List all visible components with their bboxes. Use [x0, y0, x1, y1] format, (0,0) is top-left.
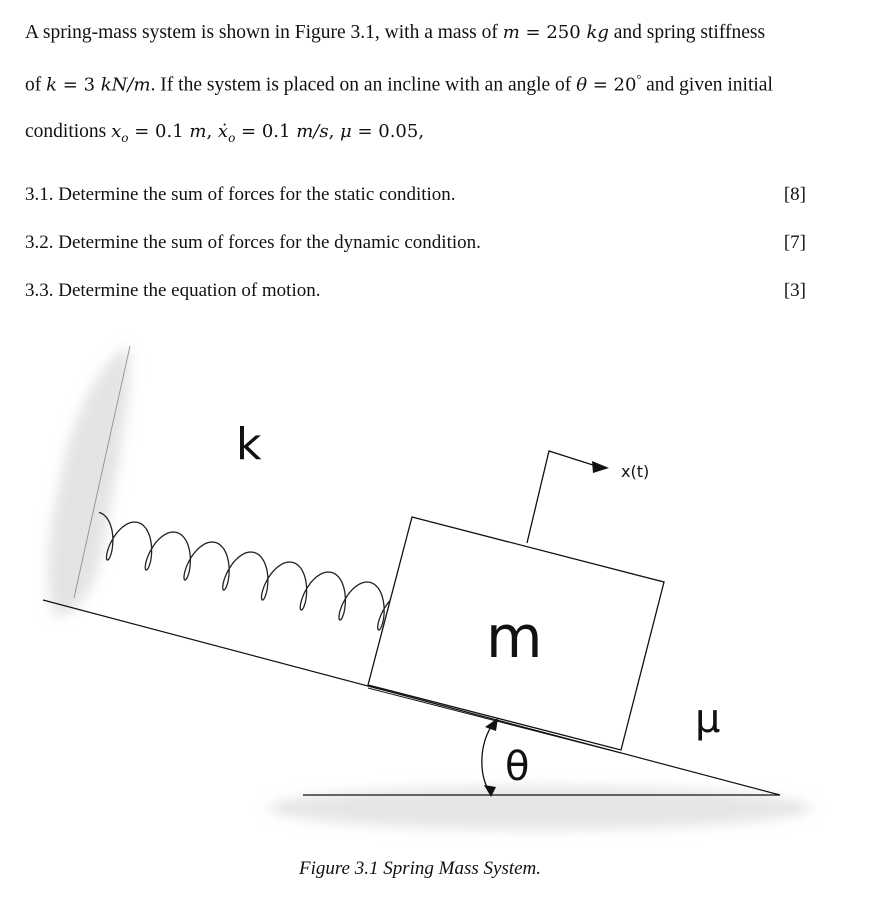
text: and spring stiffness	[608, 22, 766, 43]
x0-subscript: o	[121, 130, 129, 145]
angle-arc	[482, 722, 494, 793]
question-2: 3.2. Determine the sum of forces for the dynamic condition.	[25, 232, 481, 253]
question-2-marks: [7]	[783, 232, 806, 253]
angle-label: θ	[505, 744, 530, 790]
question-3-marks: [3]	[783, 280, 806, 301]
x0-variable: x	[111, 121, 122, 142]
text: A spring-mass system is shown in Figure 3.1, with a mass of	[25, 22, 503, 43]
question-3: 3.3. Determine the equation of motion.	[25, 280, 321, 301]
displacement-label: x(t)	[621, 462, 650, 481]
x0-unit: m	[189, 121, 207, 142]
stiffness-unit: kN/m	[100, 74, 151, 96]
ground-shading	[268, 786, 812, 830]
text: . If the system is placed on an incline with an angle of	[150, 74, 577, 96]
question-1-marks: [8]	[783, 184, 806, 205]
displacement-arrow	[527, 451, 596, 543]
degree-symbol: °	[636, 72, 642, 86]
mass-variable: m	[502, 22, 520, 43]
question-1: 3.1. Determine the sum of forces for the static condition.	[25, 184, 456, 205]
stiffness-equals: = 3	[57, 74, 101, 96]
xdot0-subscript: o	[228, 130, 236, 145]
spring	[99, 512, 409, 630]
mass-label: m	[486, 603, 543, 671]
displacement-arrowhead	[592, 461, 609, 473]
wall-shading	[48, 346, 130, 616]
mu-variable: μ	[340, 121, 352, 142]
mu-value: = 0.05,	[351, 121, 425, 142]
text: and given initial	[641, 74, 773, 96]
xdot0-variable: ẋ	[217, 121, 229, 142]
xdot0-value: = 0.1	[235, 121, 297, 142]
spring-label: k	[236, 419, 262, 470]
angle-variable: θ	[576, 74, 588, 96]
text: of	[25, 74, 47, 96]
separator: ,	[206, 121, 218, 142]
x0-value: = 0.1	[128, 121, 190, 142]
mass-equals: = 250	[519, 22, 587, 43]
figure-caption: Figure 3.1 Spring Mass System.	[298, 858, 542, 879]
text: conditions	[25, 121, 112, 142]
stiffness-variable: k	[46, 74, 58, 96]
mass-unit: kg	[586, 22, 609, 43]
separator: ,	[328, 121, 341, 142]
friction-label: μ	[695, 696, 721, 742]
xdot0-unit: m/s	[296, 121, 329, 142]
angle-equals: = 20	[587, 74, 637, 96]
